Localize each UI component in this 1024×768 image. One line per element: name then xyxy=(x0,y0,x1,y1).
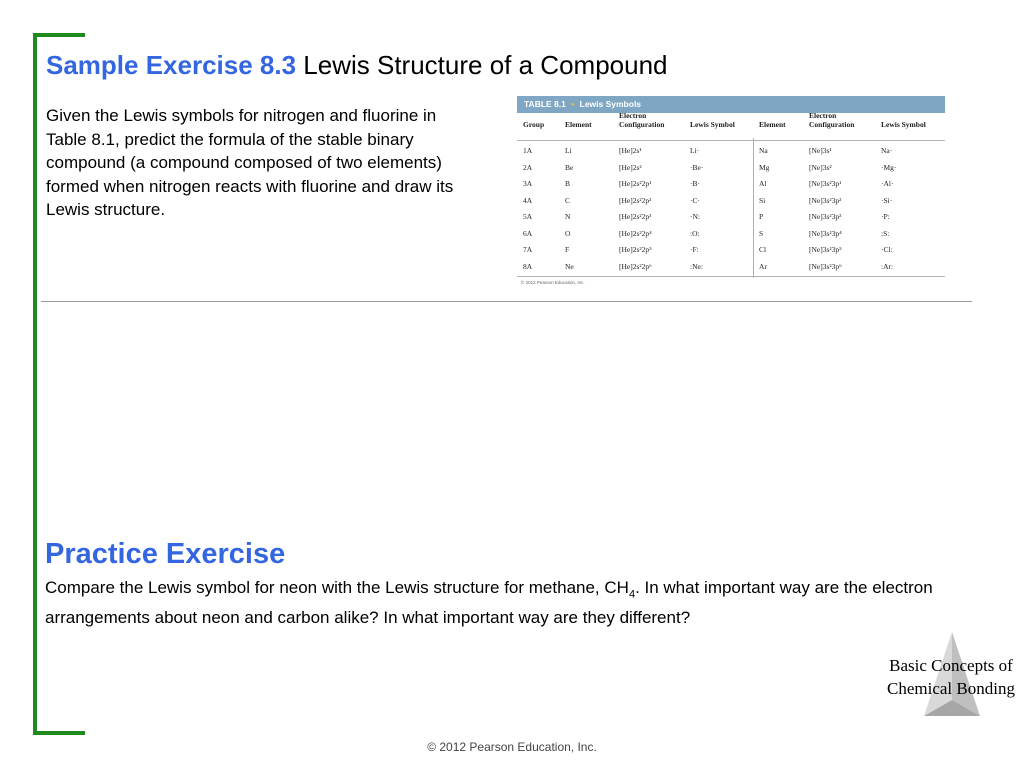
table-cell: [Ne]3s²3p⁴ xyxy=(809,228,842,238)
table-cell: ·Cl: xyxy=(881,245,893,254)
table-label: TABLE 8.1 xyxy=(524,99,566,109)
table-cell: 5A xyxy=(523,212,533,221)
table-body xyxy=(517,113,945,290)
group-header: Group xyxy=(523,120,545,129)
table-rule-middle xyxy=(753,138,754,278)
table-cell: ·B· xyxy=(690,179,700,188)
table-cell: 6A xyxy=(523,228,533,238)
table-rule-bottom xyxy=(517,276,945,277)
table-cell: Li xyxy=(565,146,572,155)
table-cell: C xyxy=(565,195,571,205)
table-cell: [He]2s²2p¹ xyxy=(619,179,652,188)
table-credit: © 2012 Pearson Education, Inc. xyxy=(521,280,585,285)
table-cell: Cl xyxy=(759,245,767,254)
table-cell: :Ne: xyxy=(690,261,703,271)
table-cell: [Ne]3s¹ xyxy=(809,146,832,155)
table-cell: Ar xyxy=(759,261,767,271)
table-cell: [Ne]3s²3p² xyxy=(809,195,842,205)
lewis-symbols-table xyxy=(517,96,945,290)
table-cell: :O: xyxy=(690,228,700,238)
table-cell: ·N: xyxy=(690,212,700,221)
table-cell: [He]2s¹ xyxy=(619,146,642,155)
table-cell: [He]2s²2p² xyxy=(619,195,652,205)
title-exercise-number: Sample Exercise 8.3 xyxy=(46,50,297,80)
table-cell: [He]2s²2p⁵ xyxy=(619,245,652,254)
table-cell: Ne xyxy=(565,261,574,271)
table-cell: [Ne]3s²3p¹ xyxy=(809,179,842,188)
table-cell: [He]2s²2p⁶ xyxy=(619,261,652,271)
table-cell: Be xyxy=(565,162,574,172)
practice-exercise-text xyxy=(45,576,995,630)
table-cell: S xyxy=(759,228,764,238)
practice-text-part2: . In what important way are the electron arrangements about neon and carbon alike? In what important way are they different? xyxy=(45,578,933,628)
element2-header: Element xyxy=(759,120,786,129)
table-header-bar xyxy=(517,96,945,113)
table-cell: ·F: xyxy=(690,245,699,254)
table-cell: Si xyxy=(759,195,766,205)
config-header: Electron Configuration xyxy=(619,111,665,129)
table-cell: Na· xyxy=(881,146,893,155)
table-cell: ·Si· xyxy=(881,195,893,205)
table-cell: [Ne]3s²3p⁵ xyxy=(809,245,842,254)
table-cell: 3A xyxy=(523,179,533,188)
table-cell: 1A xyxy=(523,146,533,155)
table-cell: ·Mg· xyxy=(881,162,897,172)
table-cell: [He]2s²2p³ xyxy=(619,212,652,221)
table-cell: ·Be· xyxy=(690,162,704,172)
table-cell: N xyxy=(565,212,571,221)
chapter-label: Basic Concepts of Chemical Bonding xyxy=(887,656,1015,698)
table-cell: 7A xyxy=(523,245,533,254)
table-cell: Li· xyxy=(690,146,700,155)
practice-text-subscript: 4 xyxy=(628,588,636,601)
table-cell: Na xyxy=(759,146,768,155)
practice-exercise-heading: Practice Exercise xyxy=(45,538,286,570)
table-cell: [Ne]3s²3p⁶ xyxy=(809,261,842,271)
green-bracket-vertical xyxy=(33,33,37,735)
table-cell: 2A xyxy=(523,162,533,172)
table-cell: :Ar: xyxy=(881,261,894,271)
table-cell: B xyxy=(565,179,571,188)
slide-title xyxy=(46,50,668,81)
table-cell: 4A xyxy=(523,195,533,205)
table-cell: ·C· xyxy=(690,195,700,205)
table-cell: ·Al· xyxy=(881,179,894,188)
table-cell: P xyxy=(759,212,764,221)
lewis2-header: Lewis Symbol xyxy=(881,120,926,129)
given-paragraph: Given the Lewis symbols for nitrogen and fluorine in Table 8.1, predict the formula of the stable binary compound (a compound composed of two elements) formed when nitrogen reacts with fluorine and draw its Lewis structure. xyxy=(46,106,454,219)
table-cell: [Ne]3s²3p³ xyxy=(809,212,842,221)
table-cell: O xyxy=(565,228,571,238)
green-bracket-bottom xyxy=(33,731,85,735)
table-cell: Mg xyxy=(759,162,770,172)
practice-text-part1: Compare the Lewis symbol for neon with the Lewis structure for methane, CH xyxy=(45,578,629,597)
table-rule-top xyxy=(517,140,945,141)
table-cell: [He]2s² xyxy=(619,162,642,172)
table-cell: 8A xyxy=(523,261,533,271)
table-cell: Al xyxy=(759,179,767,188)
copyright-footer: © 2012 Pearson Education, Inc. xyxy=(427,740,597,754)
table-separator: • xyxy=(571,99,575,109)
lewis-header: Lewis Symbol xyxy=(690,120,735,129)
element-header: Element xyxy=(565,120,592,129)
table-cell: [Ne]3s² xyxy=(809,162,832,172)
divider-line xyxy=(41,301,972,302)
table-cell: [He]2s²2p⁴ xyxy=(619,228,652,238)
table-cell: ·P: xyxy=(881,212,890,221)
table-cell: :S: xyxy=(881,228,890,238)
title-text: Lewis Structure of a Compound xyxy=(303,50,668,80)
table-subtitle: Lewis Symbols xyxy=(579,99,642,109)
green-bracket-top xyxy=(33,33,85,37)
table-cell: F xyxy=(565,245,570,254)
config2-header: Electron Configuration xyxy=(809,111,855,129)
